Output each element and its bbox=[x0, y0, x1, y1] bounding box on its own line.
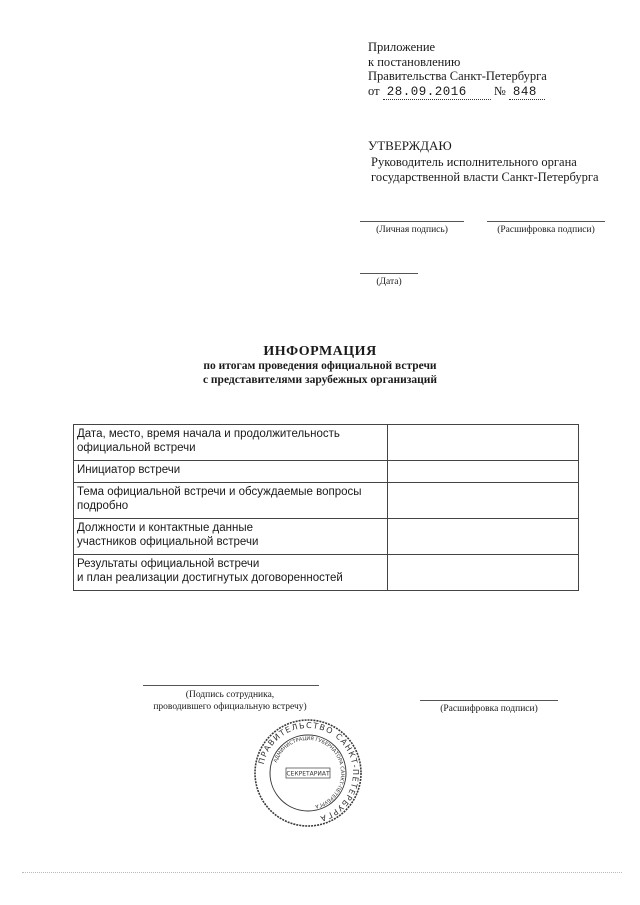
title-sub: с представителями зарубежных организаций bbox=[202, 373, 438, 386]
title-main: ИНФОРМАЦИЯ bbox=[263, 344, 377, 359]
scan-edge-dots bbox=[22, 872, 622, 873]
approval-org-line: государственной власти Санкт-Петербурга bbox=[371, 170, 599, 184]
date-prefix: от bbox=[368, 83, 380, 98]
document-number: 848 bbox=[509, 85, 545, 101]
decoding-line bbox=[487, 221, 605, 222]
row-value-cell[interactable] bbox=[388, 519, 579, 555]
stamp-outer-text: ПРАВИТЕЛЬСТВО САНКТ-ПЕТЕРБУРГА bbox=[256, 720, 361, 824]
row-label bbox=[74, 483, 388, 519]
signature-caption: (Личная подпись) bbox=[376, 225, 448, 235]
document-date: 28.09.2016 bbox=[383, 85, 491, 101]
table-row bbox=[74, 461, 579, 483]
appendix-line: Приложение bbox=[368, 40, 436, 54]
date-caption: (Дата) bbox=[376, 277, 402, 287]
official-stamp bbox=[253, 718, 363, 828]
caption-line: проводившего официальную встречу) bbox=[153, 702, 307, 712]
label-line: подробно bbox=[77, 500, 129, 512]
footer-decoding-line bbox=[420, 700, 558, 701]
stamp-inner-text: АДМИНИСТРАЦИЯ ГУБЕРНАТОРА САНКТ-ПЕТЕРБУРГА bbox=[272, 735, 346, 810]
decoding-caption: (Расшифровка подписи) bbox=[497, 225, 595, 235]
stamp-center-text: СЕКРЕТАРИАТ bbox=[286, 770, 330, 778]
table-row bbox=[74, 425, 579, 461]
table-row bbox=[74, 519, 579, 555]
number-prefix: № bbox=[493, 83, 506, 98]
label-line: Инициатор встречи bbox=[77, 464, 181, 476]
employee-signature-caption bbox=[130, 689, 330, 713]
row-value-cell[interactable] bbox=[388, 425, 579, 461]
appendix-block bbox=[368, 40, 547, 100]
approval-org-line: Руководитель исполнительного органа bbox=[371, 155, 577, 169]
row-label bbox=[74, 519, 388, 555]
date-line bbox=[360, 273, 418, 274]
appendix-date-line bbox=[368, 84, 547, 101]
employee-signature-line bbox=[143, 685, 319, 686]
label-line: Дата, место, время начала и продолжительность bbox=[77, 428, 340, 440]
label-line: Результаты официальной встречи bbox=[77, 558, 260, 570]
row-label bbox=[74, 461, 388, 483]
info-table bbox=[73, 424, 579, 591]
row-label bbox=[74, 555, 388, 591]
label-line: и план реализации достигнутых договоренностей bbox=[77, 572, 343, 584]
table-row bbox=[74, 483, 579, 519]
footer-decoding-caption: (Расшифровка подписи) bbox=[440, 704, 538, 714]
label-line: Тема официальной встречи и обсуждаемые вопросы bbox=[77, 486, 362, 498]
row-label bbox=[74, 425, 388, 461]
signature-line bbox=[360, 221, 464, 222]
table-row bbox=[74, 555, 579, 591]
label-line: участников официальной встречи bbox=[77, 536, 259, 548]
caption-line: (Подпись сотрудника, bbox=[185, 690, 275, 700]
approval-heading: УТВЕРЖДАЮ bbox=[368, 138, 452, 153]
row-value-cell[interactable] bbox=[388, 555, 579, 591]
approval-block bbox=[368, 138, 599, 185]
appendix-line: к постановлению bbox=[368, 54, 461, 69]
row-value-cell[interactable] bbox=[388, 483, 579, 519]
label-line: Должности и контактные данные bbox=[77, 522, 254, 534]
label-line: официальной встречи bbox=[77, 442, 196, 454]
row-value-cell[interactable] bbox=[388, 461, 579, 483]
title-sub: по итогам проведения официальной встречи bbox=[203, 360, 437, 372]
document-title bbox=[0, 344, 640, 387]
appendix-line: Правительства Санкт-Петербурга bbox=[368, 69, 547, 83]
